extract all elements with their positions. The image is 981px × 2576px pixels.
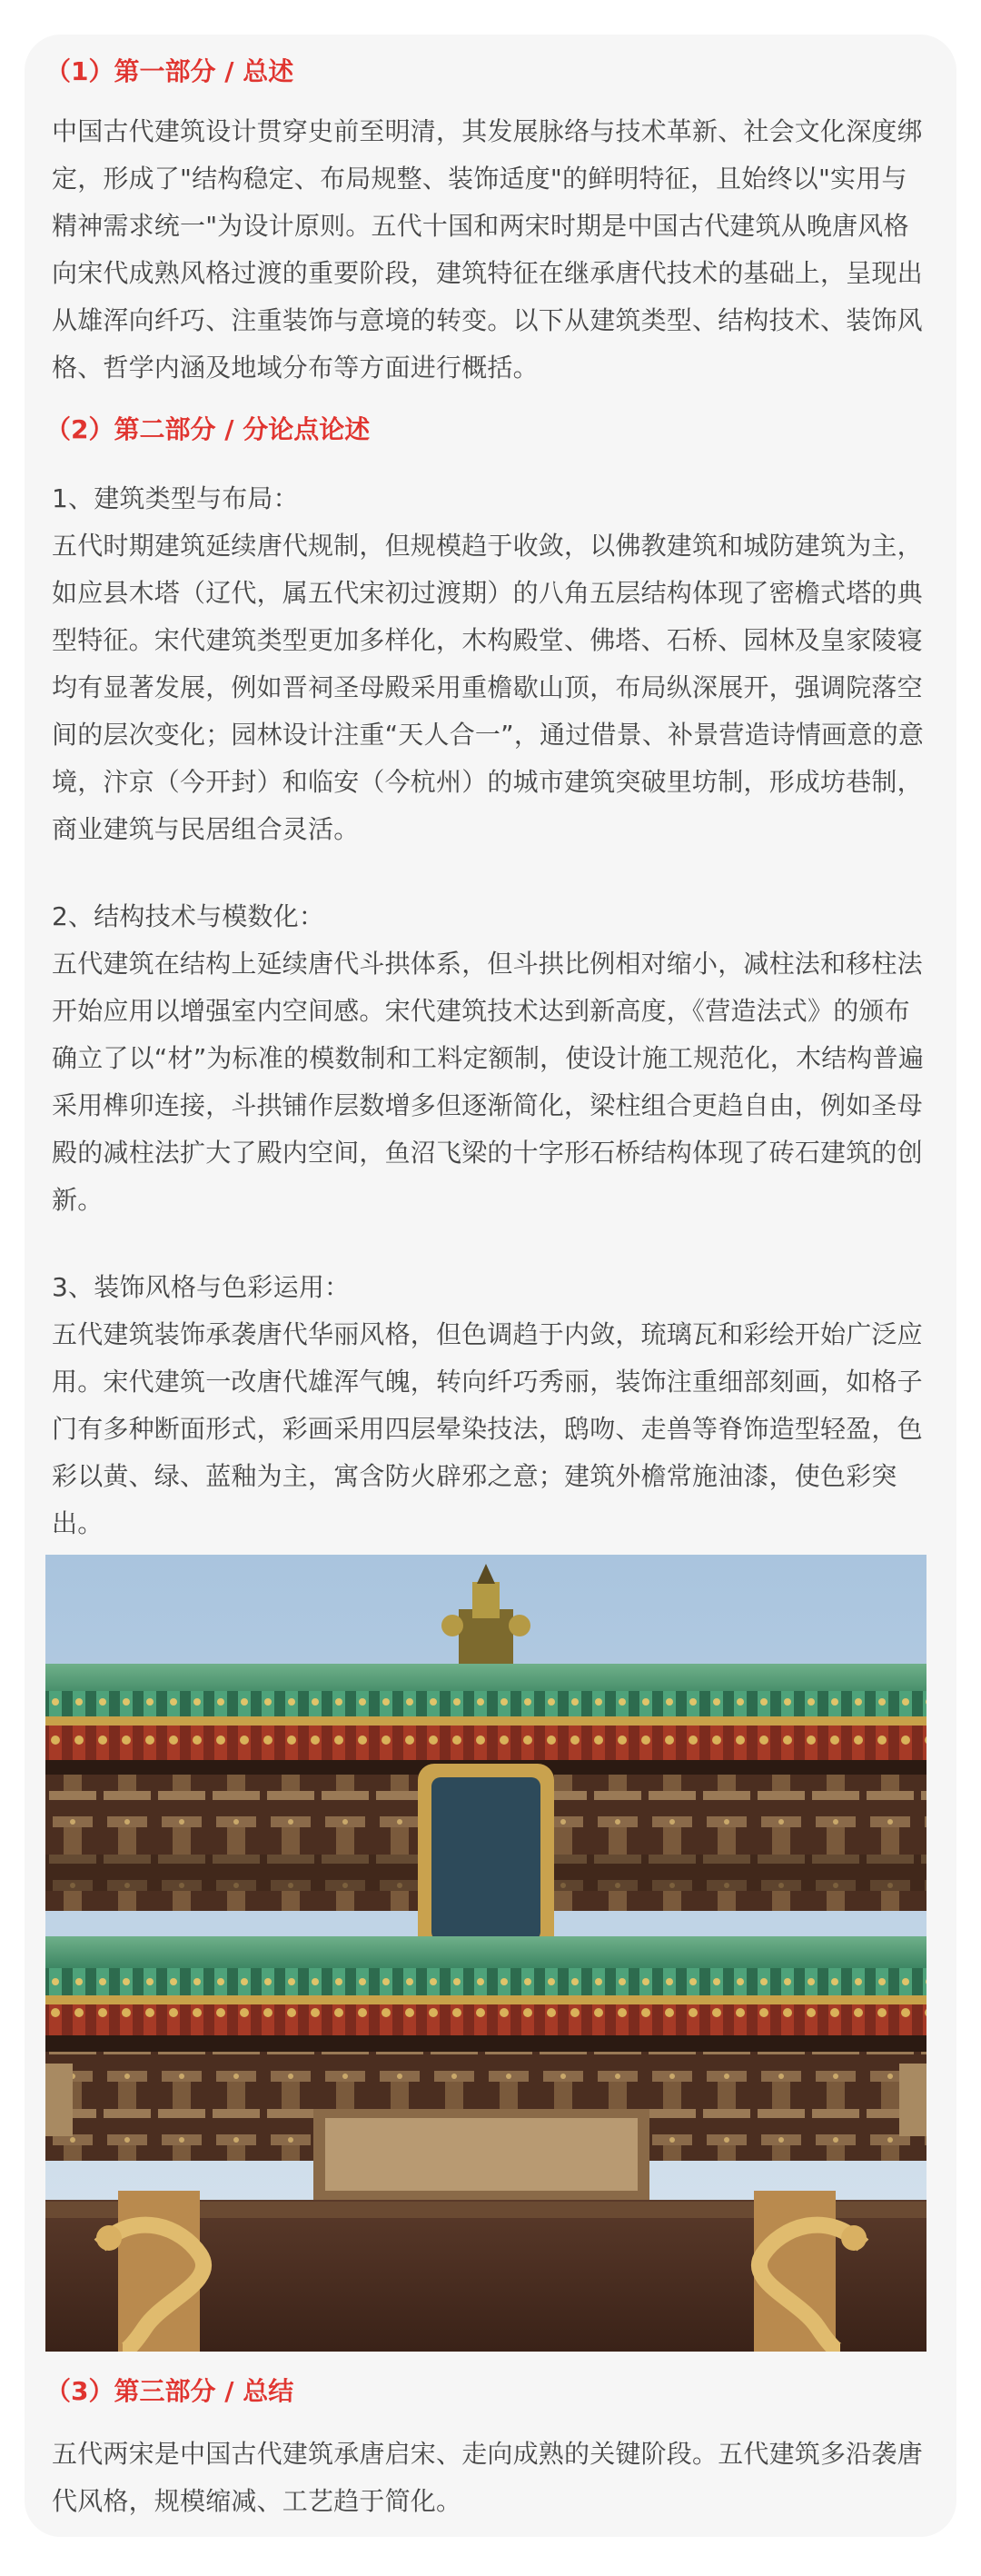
section-2-heading: （2）第二部分 / 分论点论述 <box>45 414 371 444</box>
point-2-body: 五代建筑在结构上延续唐代斗拱体系，但斗拱比例相对缩小，减柱法和移柱法开始应用以增强室内空间感。宋代建筑技术达到新高度，《营造法式》的颁布确立了以“材”为标准的模数制和工料定额制，使设计施工规范化，木结构普遍采用榫卯连接，斗拱铺作层数增多但逐渐简化，梁柱组合更趋自由，例如圣母殿的减柱法扩大了殿内空间，鱼沼飞梁的十字形石桥结构体现了砖石建筑的创新。 <box>52 949 925 1215</box>
plaque-lower <box>313 2109 649 2200</box>
section-3-heading: （3）第三部分 / 总结 <box>45 2376 294 2406</box>
point-1-body: 五代时期建筑延续唐代规制，但规模趋于收敛，以佛教建筑和城防建筑为主，如应县木塔（辽代，属五代宋初过渡期）的八角五层结构体现了密檐式塔的典型特征。宋代建筑类型更加多样化，木构殿堂、佛塔、石桥、园林及皇家陵寝均有显著发展，例如晋祠圣母殿采用重檐歇山顶，布局纵深展开，强调院落空间的层次变化；园林设计注重“天人合一”，通过借景、补景营造诗情画意的意境，汴京（今开封）和临安（今杭州）的城市建筑突破里坊制，形成坊巷制，商业建筑与民居组合灵活。 <box>52 531 925 844</box>
section-3-paragraph: 五代两宋是中国古代建筑承唐启宋、走向成熟的关键阶段。五代建筑多沿袭唐代风格，规模缩减、工艺趋于简化。 <box>52 2439 923 2516</box>
temple-photo <box>45 1555 926 2352</box>
plaque-upper <box>418 1764 554 1954</box>
section-1-paragraph: 中国古代建筑设计贯穿史前至明清，其发展脉络与技术革新、社会文化深度绑定，形成了"结构稳定、布局规整、装饰适度"的鲜明特征，且始终以"实用与精神需求统一"为设计原则。五代十国和两宋时期是中国古代建筑从晚唐风格向宋代成熟风格过渡的重要阶段，建筑特征在继承唐代技术的基础上，呈现出从雄浑向纤巧、注重装饰与意境的转变。以下从建筑类型、结构技术、装饰风格、哲学内涵及地域分布等方面进行概括。 <box>52 116 923 383</box>
section-1-heading: （1）第一部分 / 总述 <box>45 56 294 86</box>
point-3-title: 3、装饰风格与色彩运用： <box>52 1272 351 1302</box>
point-2-title: 2、结构技术与模数化： <box>52 901 325 931</box>
point-1-title: 1、建筑类型与布局： <box>52 483 299 513</box>
point-3-body: 五代建筑装饰承袭唐代华丽风格，但色调趋于内敛，琉璃瓦和彩绘开始广泛应用。宋代建筑一改唐代雄浑气魄，转向纤巧秀丽，装饰注重细部刻画，如格子门有多种断面形式，彩画采用四层晕染技法，鸱吻、走兽等脊饰造型轻盈，色彩以黄、绿、蓝釉为主，寓含防火辟邪之意；建筑外檐常施油漆，使色彩突出。 <box>52 1319 923 1538</box>
